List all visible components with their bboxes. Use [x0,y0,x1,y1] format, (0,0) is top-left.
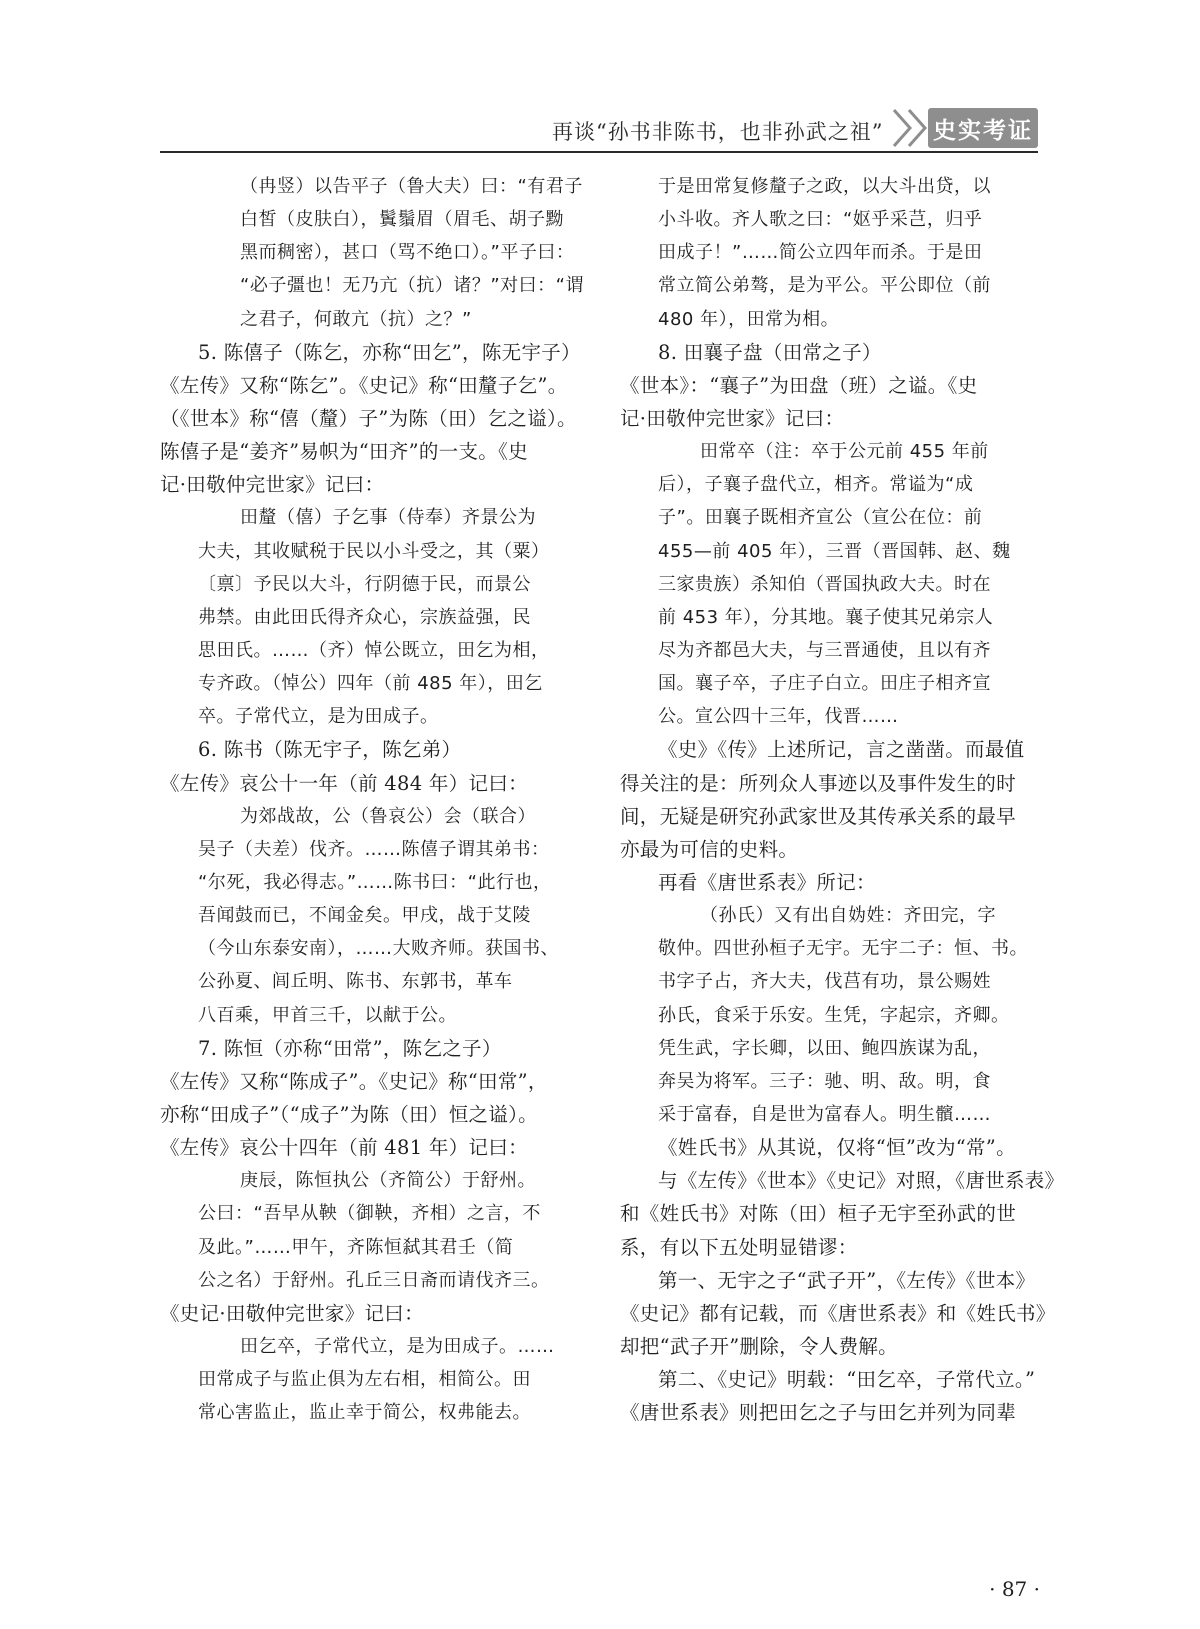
paragraph-line: 间，无疑是研究孙武家世及其传承关系的最早 [620,804,1017,828]
page-number: · 87 · [989,1577,1040,1601]
paragraph-line: （《世本》称“僖（釐）子”为陈（田）乞之谥）。 [160,406,577,430]
quote-line: 弗禁。由此田氏得齐众心，宗族益强，民 [198,606,531,628]
paragraph-line: 记·田敬仲完世家》记曰： [620,406,845,430]
quote-line: 为郊战故，公（鲁哀公）会（联合） [240,805,536,827]
quote-line: 庚辰，陈恒执公（齐简公）于舒州。 [240,1170,536,1192]
quote-line: 大夫，其收赋税于民以小斗受之，其（粟） [198,540,550,562]
quote-line: 黑而稠密），甚口（骂不绝口）。”平子曰： [240,242,575,264]
quote-line: 三家贵族）杀知伯（晋国执政大夫。时在 [658,573,991,595]
quote-line: 田常成子与监止俱为左右相，相简公。田 [198,1369,531,1391]
paragraph-line: 《史》《传》上述所记，言之凿凿。而最值 [658,738,1025,762]
quote-line: 八百乘，甲首三千，以献于公。 [198,1004,457,1026]
quote-line: 吴子（夫差）伐齐。……陈僖子谓其弟书： [198,838,550,860]
quote-line: 敬仲。四世孙桓子无宇。无宇二子：恒、书。 [658,938,1028,960]
quote-line: 白皙（皮肤白），鬒鬚眉（眉毛、胡子黝 [240,209,564,231]
quote-line: 455—前 405 年），三晋（晋国韩、赵、魏 [658,540,1011,562]
paragraph-line: 《姓氏书》从其说，仅将“恒”改为“常”。 [658,1136,1016,1160]
quote-line: 田成子！”……简公立四年而杀。于是田 [658,242,983,264]
section-heading: 7. 陈恒（亦称“田常”，陈乞之子） [198,1036,502,1060]
paragraph-line: 与《左传》《世本》《史记》对照，《唐世系表》 [658,1169,1065,1193]
section-badge: 史实考证 [928,108,1038,148]
paragraph-line: 亦最为可信的史料。 [620,837,799,861]
section-heading: 5. 陈僖子（陈乞，亦称“田乞”，陈无宇子） [198,340,581,364]
paragraph-line: 第一、无宇之子“武子开”，《左传》《世本》 [658,1268,1036,1292]
quote-line: 公曰：“吾早从鞅（御鞅，齐相）之言，不 [198,1203,541,1225]
paragraph-line: 《史记·田敬仲完世家》记曰： [160,1301,424,1325]
quote-line: 〔禀〕予民以大斗，行阴德于民，而景公 [198,573,531,595]
quote-line: 思田氏。……（齐）悼公既立，田乞为相， [198,639,550,661]
quote-line: （孙氏）又有出自妫姓：齐田完，字 [700,905,996,927]
quote-line: 常心害监止，监止幸于简公，权弗能去。 [198,1402,531,1424]
paragraph-line: 系，有以下五处明显错谬： [620,1235,858,1259]
quote-line: 小斗收。齐人歌之曰：“妪乎采芑，归乎 [658,209,983,231]
paragraph-line: 亦称“田成子”（“成子”为陈（田）恒之谥）。 [160,1102,538,1126]
paragraph-line: 《史记》都有记载，而《唐世系表》和《姓氏书》 [620,1301,1056,1325]
quote-line: 田釐（僖）子乞事（侍奉）齐景公为 [240,507,536,529]
paragraph-line: 再看《唐世系表》所记： [658,870,876,894]
quote-line: 田常卒（注：卒于公元前 455 年前 [700,441,989,463]
quote-line: 田乞卒，子常代立，是为田成子。…… [240,1335,555,1357]
quote-line: （今山东泰安南），……大败齐师。获国书、 [198,938,559,960]
quote-line: 凭生武，字长卿，以田、鲍四族谋为乱， [658,1037,991,1059]
paragraph-line: 得关注的是：所列众人事迹以及事件发生的时 [620,771,1017,795]
header-rule [160,151,1038,153]
quote-line: 吾闻鼓而已，不闻金矣。甲戌，战于艾陵 [198,905,531,927]
quote-line: 子”。田襄子既相齐宣公（宣公在位：前 [658,507,983,529]
left-column [160,170,584,1429]
quote-line: 书字子占，齐大夫，伐莒有功，景公赐姓 [658,971,991,993]
quote-line: 后），子襄子盘代立，相齐。常谥为“成 [658,474,974,496]
quote-line: 公。宣公四十三年，伐晋…… [658,706,899,728]
quote-line: “必子彊也！无乃亢（抗）诸？”对曰：“谓 [240,275,584,297]
paragraph-line: 《世本》：“襄子”为田盘（班）之谥。《史 [620,373,978,397]
quote-line: 之君子，何敢亢（抗）之？” [240,308,472,330]
quote-line: （冉竖）以告平子（鲁大夫）曰：“有君子 [240,176,583,197]
quote-line: 前 453 年），分其地。襄子使其兄弟宗人 [658,606,994,628]
quote-line: 孙氏，食采于乐安。生凭，字起宗，齐卿。 [658,1004,1010,1026]
quote-line: 奔吴为将军。三子：驰、明、敌。明，食 [658,1070,991,1092]
quote-line: 国。襄子卒，子庄子白立。田庄子相齐宣 [658,673,991,695]
paragraph-line: 记·田敬仲完世家》记曰： [160,473,385,497]
section-heading: 8. 田襄子盘（田常之子） [658,340,882,364]
paragraph-line: 《左传》哀公十四年（前 481 年）记曰： [160,1136,528,1160]
paragraph-line: 却把“武子开”删除，令人费解。 [620,1334,898,1358]
quote-line: 于是田常复修釐子之政，以大斗出贷，以 [658,176,991,197]
paragraph-line: 《左传》又称“陈乞”。《史记》称“田釐子乞”。 [160,373,568,397]
quote-line: 及此。”……甲午，齐陈恒弑其君壬（简 [198,1236,514,1258]
paragraph-line: 《左传》哀公十一年（前 484 年）记曰： [160,771,528,795]
quote-line: 480 年），田常为相。 [658,308,840,330]
quote-line: 公之名）于舒州。孔丘三日斋而请伐齐三。 [198,1269,550,1291]
section-heading: 6. 陈书（陈无宇子，陈乞弟） [198,738,462,762]
quote-line: 采于富春，自是世为富春人。明生髕…… [658,1103,991,1125]
quote-line: 专齐政。（悼公）四年（前 485 年），田乞 [198,673,543,695]
running-title: 再谈“孙书非陈书，也非孙武之祖” [552,120,884,144]
quote-line: 卒。子常代立，是为田成子。 [198,706,439,728]
right-column [620,170,1065,1429]
paragraph-line: 《唐世系表》则把田乞之子与田乞并列为同辈 [620,1401,1017,1425]
quote-line: 常立简公弟骜，是为平公。平公即位（前 [658,275,991,297]
paragraph-line: 陈僖子是“姜齐”易帜为“田齐”的一支。《史 [160,440,528,464]
quote-line: “尔死，我必得志。”……陈书曰：“此行也， [198,871,552,893]
quote-line: 公孙夏、闾丘明、陈书、东郭书，革车 [198,971,513,993]
paragraph-line: 和《姓氏书》对陈（田）桓子无宇至孙武的世 [620,1202,1017,1226]
paragraph-line: 第二、《史记》明载：“田乞卒，子常代立。” [658,1368,1036,1392]
quote-line: 尽为齐都邑大夫，与三晋通使，且以有齐 [658,639,991,661]
paragraph-line: 《左传》又称“陈成子”。《史记》称“田常”， [160,1069,548,1093]
running-header [0,0,1200,160]
